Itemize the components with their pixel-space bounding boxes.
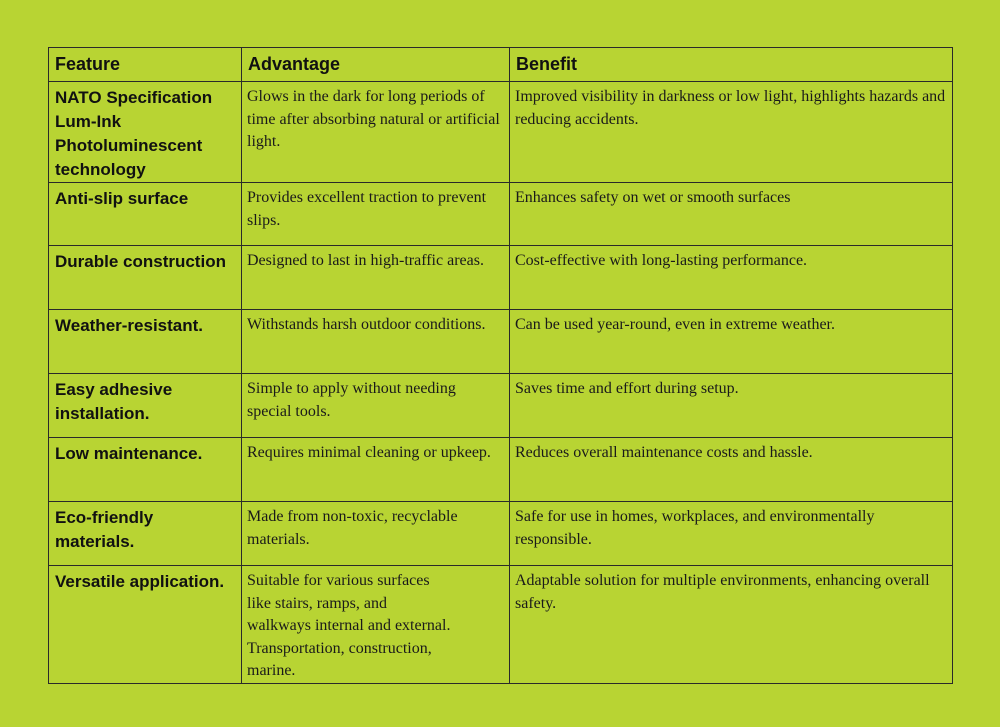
advantage-cell: Made from non-toxic, recyclable materials. — [242, 502, 510, 566]
feature-cell: Weather-resistant. — [49, 310, 242, 374]
header-advantage: Advantage — [242, 48, 510, 82]
table-header-row — [49, 48, 953, 82]
feature-cell: Easy adhesive installation. — [49, 374, 242, 438]
benefit-cell: Enhances safety on wet or smooth surfaces — [510, 183, 953, 246]
feature-cell: Low maintenance. — [49, 438, 242, 502]
advantage-cell: Suitable for various surfaces like stairs, ramps, and walkways internal and external. Transportation, construction, marine. — [242, 566, 510, 684]
feature-cell: Anti-slip surface — [49, 183, 242, 246]
benefit-cell: Cost-effective with long-lasting performance. — [510, 246, 953, 310]
feature-cell: Versatile application. — [49, 566, 242, 684]
advantage-cell: Designed to last in high-traffic areas. — [242, 246, 510, 310]
benefit-cell: Saves time and effort during setup. — [510, 374, 953, 438]
table-row — [49, 438, 953, 502]
advantage-cell: Provides excellent traction to prevent slips. — [242, 183, 510, 246]
benefit-cell: Reduces overall maintenance costs and hassle. — [510, 438, 953, 502]
feature-cell: Eco-friendly materials. — [49, 502, 242, 566]
header-benefit: Benefit — [510, 48, 953, 82]
header-feature: Feature — [49, 48, 242, 82]
advantage-cell: Withstands harsh outdoor conditions. — [242, 310, 510, 374]
benefit-cell: Can be used year-round, even in extreme weather. — [510, 310, 953, 374]
table-row — [49, 82, 953, 183]
table-row — [49, 502, 953, 566]
table-row — [49, 310, 953, 374]
benefit-cell: Adaptable solution for multiple environments, enhancing overall safety. — [510, 566, 953, 684]
table-row — [49, 246, 953, 310]
table-row — [49, 374, 953, 438]
feature-cell: NATO Specification Lum-Ink Photoluminescent technology — [49, 82, 242, 183]
advantage-cell: Glows in the dark for long periods of time after absorbing natural or artificial light. — [242, 82, 510, 183]
benefit-cell: Improved visibility in darkness or low light, highlights hazards and reducing accidents. — [510, 82, 953, 183]
advantage-cell: Simple to apply without needing special tools. — [242, 374, 510, 438]
feature-table-container — [48, 47, 952, 684]
benefit-cell: Safe for use in homes, workplaces, and environmentally responsible. — [510, 502, 953, 566]
table-row — [49, 183, 953, 246]
feature-advantage-benefit-table — [48, 47, 953, 684]
feature-cell: Durable construction — [49, 246, 242, 310]
table-row — [49, 566, 953, 684]
advantage-cell: Requires minimal cleaning or upkeep. — [242, 438, 510, 502]
